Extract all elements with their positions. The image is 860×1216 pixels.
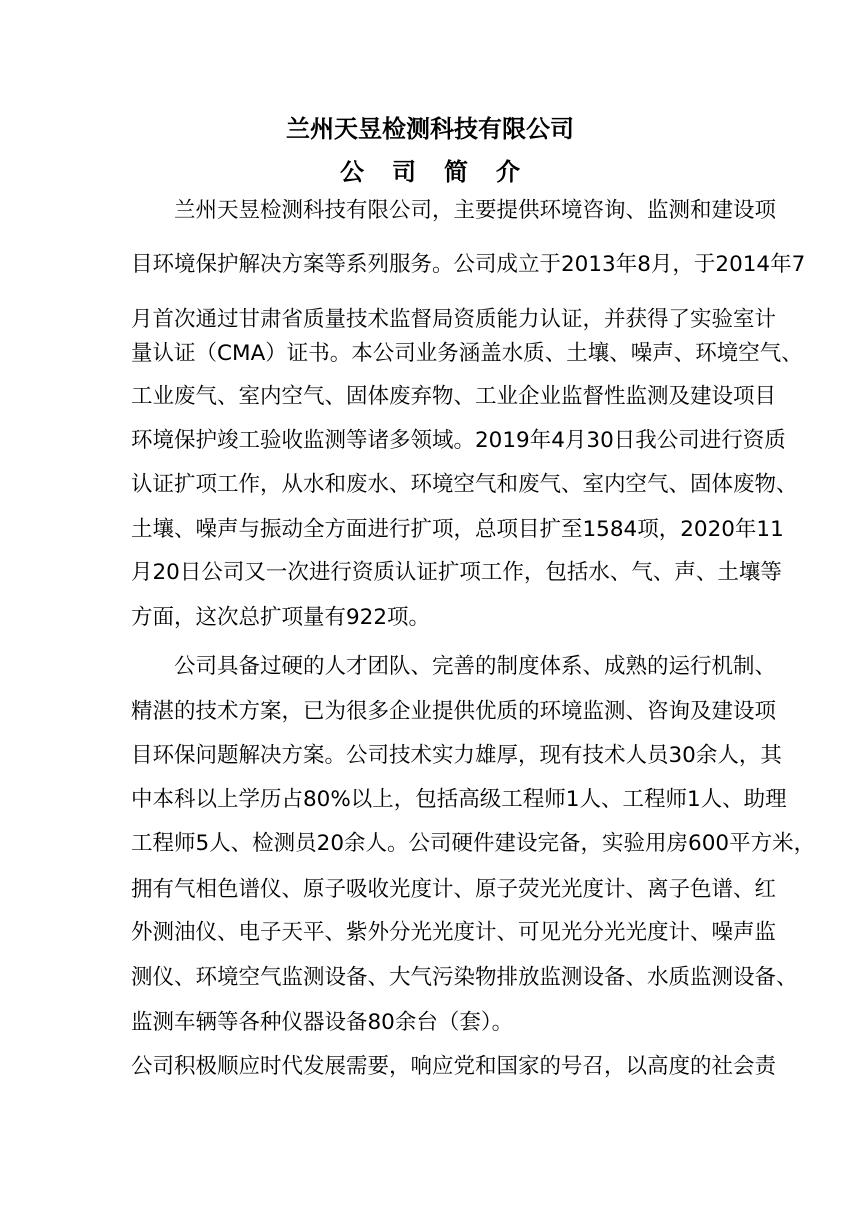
- paragraph-1-line-10: 方面，这次总扩项量有922项。: [131, 605, 431, 630]
- paragraph-2-line-2: 精湛的技术方案，已为很多企业提供优质的环境监测、咨询及建设项: [131, 699, 777, 724]
- paragraph-3-line-1: 公司积极顺应时代发展需要，响应党和国家的号召，以高度的社会责: [131, 1054, 777, 1079]
- paragraph-1-line-5: 工业废气、室内空气、固体废弃物、工业企业监督性监测及建设项目: [131, 384, 777, 409]
- paragraph-1-line-3: 月首次通过甘肃省质量技术监督局资质能力认证，并获得了实验室计: [131, 307, 777, 332]
- paragraph-2-line-4: 中本科以上学历占80%以上，包括高级工程师1人、工程师1人、助理: [131, 787, 787, 812]
- paragraph-2-line-9: 监测车辆等各种仪器设备80余台（套）。: [131, 1010, 514, 1035]
- paragraph-1-line-7: 认证扩项工作，从水和废水、环境空气和废气、室内空气、固体废物、: [131, 472, 798, 497]
- company-title: 兰州天昱检测科技有限公司: [286, 115, 574, 143]
- paragraph-2-line-1: 公司具备过硬的人才团队、完善的制度体系、成熟的运行机制、: [174, 654, 777, 679]
- paragraph-1-line-1: 兰州天昱检测科技有限公司，主要提供环境咨询、监测和建设项: [174, 198, 777, 223]
- paragraph-1-line-6: 环境保护竣工验收监测等诸多领域。2019年4月30日我公司进行资质: [131, 428, 786, 453]
- paragraph-1-line-8: 土壤、噪声与振动全方面进行扩项，总项目扩至1584项，2020年11: [131, 517, 784, 542]
- paragraph-2-line-5: 工程师5人、检测员20余人。公司硬件建设完备，实验用房600平方米，: [131, 831, 816, 856]
- paragraph-2-line-7: 外测油仪、电子天平、紫外分光光度计、可见光分光光度计、噪声监: [131, 920, 777, 945]
- paragraph-2-line-3: 目环保问题解决方案。公司技术实力雄厚，现有技术人员30余人，其: [131, 743, 782, 768]
- paragraph-1-line-2: 目环境保护解决方案等系列服务。公司成立于2013年8月，于2014年7: [131, 252, 806, 277]
- paragraph-1-line-9: 月20日公司又一次进行资质认证扩项工作，包括水、气、声、土壤等: [131, 560, 782, 585]
- paragraph-2-line-8: 测仪、环境空气监测设备、大气污染物排放监测设备、水质监测设备、: [131, 965, 798, 990]
- section-title: 公司简介: [340, 158, 548, 186]
- paragraph-2-line-6: 拥有气相色谱仪、原子吸收光度计、原子荧光光度计、离子色谱、红: [131, 877, 777, 902]
- paragraph-1-line-4: 量认证（CMA）证书。本公司业务涵盖水质、土壤、噪声、环境空气、: [131, 341, 803, 366]
